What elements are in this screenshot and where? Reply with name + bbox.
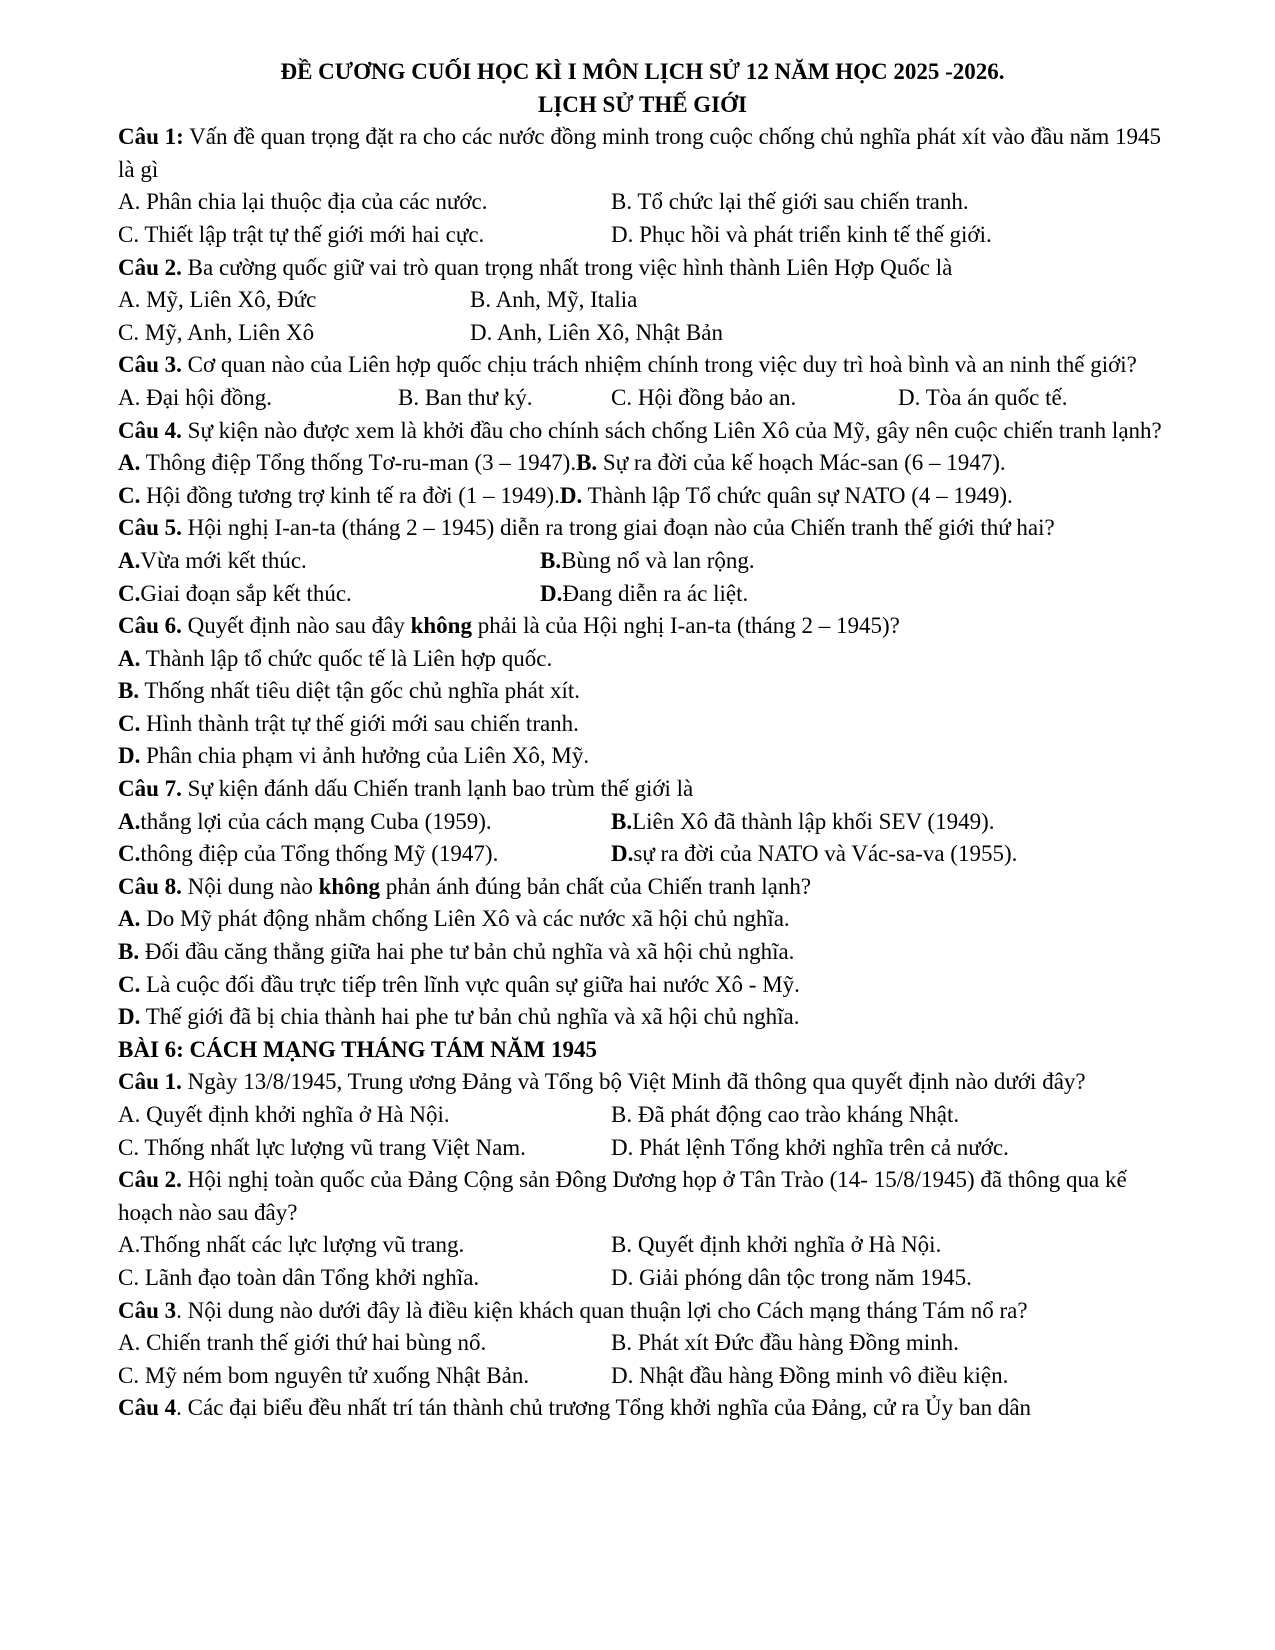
question-text: Cơ quan nào của Liên hợp quốc chịu trách nhiệm chính trong việc duy trì hoà bình và an ninh thế giới? (181, 352, 1137, 378)
answer-c: C. Mỹ ném bom nguyên tử xuống Nhật Bản. (118, 1362, 530, 1388)
answer-b: B. Quyết định khởi nghĩa ở Hà Nội. (611, 1232, 942, 1258)
answer-row (118, 806, 1167, 839)
answer-row (118, 1229, 1167, 1262)
answer-d: D. Tòa án quốc tế. (898, 384, 1068, 410)
answer-a: A. Đại hội đồng. (118, 384, 272, 410)
answer-a: A. Thành lập tổ chức quốc tế là Liên hợp quốc. (118, 645, 553, 671)
question-3 (118, 1295, 1167, 1328)
question-label: Câu 6. (118, 613, 182, 639)
emphasis: không (318, 873, 380, 899)
answer-c: C. Giai đoạn sắp kết thúc. (118, 580, 352, 606)
question-text: Hội nghị toàn quốc của Đảng Cộng sản Đông Dương họp ở Tân Trào (14- 15/8/1945) đã thông qua kế hoạch nào sau đây? (118, 1167, 1127, 1225)
question-1 (118, 121, 1167, 186)
answer-a: A. Quyết định khởi nghĩa ở Hà Nội. (118, 1102, 450, 1127)
answer-b: B. Tổ chức lại thế giới sau chiến tranh. (611, 189, 969, 215)
answer-d: D. Phát lệnh Tổng khởi nghĩa trên cả nước. (611, 1134, 1009, 1160)
answer-d: D. Đang diễn ra ác liệt. (540, 580, 749, 606)
answer-row (118, 1099, 1167, 1132)
question-text: Ba cường quốc giữ vai trò quan trọng nhất trong việc hình thành Liên Hợp Quốc là (181, 254, 953, 280)
question-1 (118, 1066, 1167, 1099)
lesson-heading: BÀI 6: CÁCH MẠNG THÁNG TÁM NĂM 1945 (118, 1036, 597, 1062)
answer-row (118, 1360, 1167, 1393)
answer-c: C. Hội đồng bảo an. (611, 384, 797, 410)
answer-label: B. (576, 450, 598, 476)
answer-b: Sự ra đời của kế hoạch Mác-san (6 – 1947). (597, 450, 1006, 476)
question-4 (118, 415, 1167, 448)
answer-d: D. Thế giới đã bị chia thành hai phe tư bản chủ nghĩa và xã hội chủ nghĩa. (118, 1004, 800, 1030)
answer-row (118, 317, 1167, 350)
answer-c: C. Thiết lập trật tự thế giới mới hai cực. (118, 221, 485, 247)
answer-row (118, 545, 1167, 578)
answer-a: A. Mỹ, Liên Xô, Đức (118, 287, 317, 313)
answer-d: D. Nhật đầu hàng Đồng minh vô điều kiện. (611, 1362, 1009, 1388)
question-label: Câu 8. (118, 873, 182, 899)
answer-b: B. Thống nhất tiêu diệt tận gốc chủ nghĩa phát xít. (118, 678, 581, 704)
answer-a: A. Phân chia lại thuộc địa của các nước. (118, 189, 488, 215)
answer-c: C. Hình thành trật tự thế giới mới sau chiến tranh. (118, 710, 579, 736)
answer-c: C. Là cuộc đối đầu trực tiếp trên lĩnh vực quân sự giữa hai nước Xô - Mỹ. (118, 971, 800, 997)
answer-label: A. (118, 450, 141, 476)
answer-a: A.Thống nhất các lực lượng vũ trang. (118, 1232, 465, 1258)
answer-row (118, 382, 1167, 415)
section-title: LỊCH SỬ THẾ GIỚI (538, 91, 747, 117)
question-label: Câu 2. (118, 254, 182, 280)
question-label: Câu 5. (118, 515, 182, 541)
answer-row (118, 1262, 1167, 1295)
answer-b: B. Đã phát động cao trào kháng Nhật. (611, 1102, 960, 1127)
answer-b: B. Phát xít Đức đầu hàng Đồng minh. (611, 1330, 959, 1356)
answer-a: Thông điệp Tổng thống Tơ-ru-man (3 – 1947). (140, 450, 577, 476)
question-label: Câu 3 (118, 1297, 177, 1323)
answer-row (118, 480, 1167, 513)
question-text: . Nội dung nào dưới đây là điều kiện khách quan thuận lợi cho Cách mạng tháng Tám nổ ra? (176, 1297, 1028, 1323)
answer-label: C. (118, 482, 141, 508)
question-2 (118, 252, 1167, 285)
answer-b: B. Ban thư ký. (398, 384, 533, 410)
emphasis: không (410, 613, 472, 639)
answer-c: C. Mỹ, Anh, Liên Xô (118, 319, 315, 345)
answer-row (118, 1132, 1167, 1165)
answer-row (118, 838, 1167, 871)
question-label: Câu 4. (118, 417, 182, 443)
answer-c: C. Thống nhất lực lượng vũ trang Việt Nam. (118, 1134, 526, 1160)
question-label: Câu 4 (118, 1395, 177, 1421)
question-8: Câu 8. Nội dung nào không phản ánh đúng bản chất của Chiến tranh lạnh? (118, 873, 812, 899)
answer-row (118, 219, 1167, 252)
question-text: . Các đại biểu đều nhất trí tán thành chủ trương Tổng khởi nghĩa của Đảng, cử ra Ủy ban dân (176, 1395, 1032, 1421)
answer-row (118, 186, 1167, 219)
answer-label: D. (559, 482, 583, 508)
question-5 (118, 512, 1167, 545)
question-7 (118, 773, 1167, 806)
question-text: Ngày 13/8/1945, Trung ương Đảng và Tổng bộ Việt Minh đã thông qua quyết định nào dưới đây? (181, 1069, 1086, 1095)
answer-d: D. Anh, Liên Xô, Nhật Bản (470, 319, 723, 345)
question-2 (118, 1164, 1167, 1229)
question-text: Hội nghị I-an-ta (tháng 2 – 1945) diễn ra trong giai đoạn nào của Chiến tranh thế giới thứ hai? (181, 515, 1055, 541)
answer-a: A. Vừa mới kết thúc. (118, 547, 307, 573)
answer-a: A. Chiến tranh thế giới thứ hai bùng nổ. (118, 1330, 487, 1356)
question-6: Câu 6. Quyết định nào sau đây không phải là của Hội nghị I-an-ta (tháng 2 – 1945)? (118, 613, 900, 639)
answer-row (118, 447, 1167, 480)
answer-a: A. Do Mỹ phát động nhằm chống Liên Xô và các nước xã hội chủ nghĩa. (118, 906, 790, 932)
answer-b: B. Bùng nổ và lan rộng. (540, 547, 755, 573)
answer-b: B. Anh, Mỹ, Italia (470, 287, 638, 313)
answer-d: D. Giải phóng dân tộc trong năm 1945. (611, 1264, 972, 1290)
question-label: Câu 1. (118, 1069, 182, 1095)
question-label: Câu 2. (118, 1167, 182, 1193)
question-text: Vấn đề quan trọng đặt ra cho các nước đồng minh trong cuộc chống chủ nghĩa phát xít vào đầu năm 1945 là gì (118, 124, 1161, 182)
document-title: ĐỀ CƯƠNG CUỐI HỌC KÌ I MÔN LỊCH SỬ 12 NĂM HỌC 2025 -2026. (280, 59, 1005, 84)
question-label: Câu 3. (118, 352, 182, 378)
answer-b: B. Liên Xô đã thành lập khối SEV (1949). (611, 808, 995, 834)
question-text: Sự kiện đánh dấu Chiến tranh lạnh bao trùm thế giới là (181, 776, 694, 802)
question-text: Sự kiện nào được xem là khởi đầu cho chính sách chống Liên Xô của Mỹ, gây nên cuộc chiến tranh lạnh? (181, 417, 1162, 443)
question-label: Câu 7. (118, 776, 182, 802)
answer-c: C. thông điệp của Tổng thống Mỹ (1947). (118, 841, 499, 867)
answer-row (118, 578, 1167, 611)
answer-d: D. Phân chia phạm vi ảnh hưởng của Liên Xô, Mỹ. (118, 743, 590, 769)
question-3 (118, 349, 1167, 382)
answer-row (118, 284, 1167, 317)
answer-d: D. Phục hồi và phát triển kinh tế thế giới. (611, 221, 992, 247)
answer-d: Thành lập Tổ chức quân sự NATO (4 – 1949). (582, 482, 1013, 508)
answer-d: D. sự ra đời của NATO và Vác-sa-va (1955). (611, 841, 1018, 867)
question-4 (118, 1392, 1167, 1425)
question-label: Câu 1: (118, 124, 184, 150)
answer-a: A. thắng lợi của cách mạng Cuba (1959). (118, 808, 492, 834)
answer-c: C. Lãnh đạo toàn dân Tổng khởi nghĩa. (118, 1264, 480, 1290)
answer-b: B. Đối đầu căng thẳng giữa hai phe tư bản chủ nghĩa và xã hội chủ nghĩa. (118, 939, 795, 965)
answer-row (118, 1327, 1167, 1360)
answer-c: Hội đồng tương trợ kinh tế ra đời (1 – 1949). (140, 482, 560, 508)
